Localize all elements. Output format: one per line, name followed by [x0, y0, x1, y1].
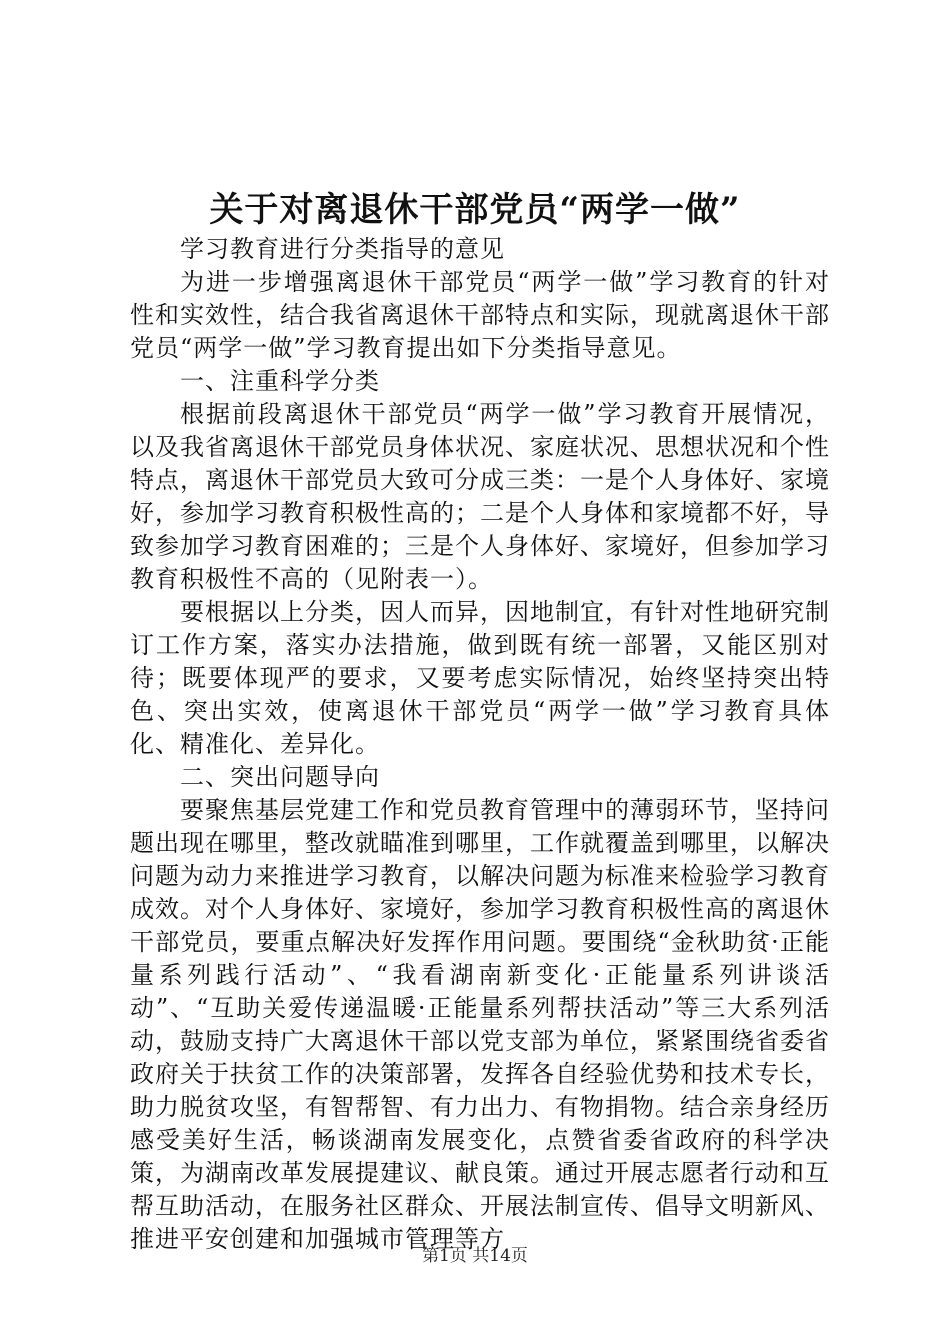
- body-paragraph: 要聚焦基层党建工作和党员教育管理中的薄弱环节，坚持问题出现在哪里，整改就瞄准到哪里，工作就覆盖到哪里，以解决问题为动力来推进学习教育，以解决问题为标准来检验学习教育成效。对个人身体好、家境好，参加学习教育积极性高的离退休干部党员，要重点解决好发挥作用问题。要围绕“金秋助贫·正能量系列践行活动”、“我看湖南新变化·正能量系列讲谈活动”、“互助关爱传递温暖·正能量系列帮扶活动”等三大系列活动，鼓励支持广大离退休干部以党支部为单位，紧紧围绕省委省政府关于扶贫工作的决策部署，发挥各自经验优势和技术专长，助力脱贫攻坚，有智帮智、有力出力、有物捐物。结合亲身经历感受美好生活，畅谈湖南发展变化，点赞省委省政府的科学决策，为湖南改革发展提建议、献良策。通过开展志愿者行动和互帮互助活动，在服务社区群众、开展法制宣传、倡导文明新风、推进平安创建和加强城市管理等方: [130, 796, 830, 1253]
- body-paragraph: 要根据以上分类，因人而异，因地制宜，有针对性地研究制订工作方案，落实办法措施，做到既有统一部署，又能区别对待；既要体现严的要求，又要考虑实际情况，始终坚持突出特色、突出实效，使离退休干部党员“两学一做”学习教育具体化、精准化、差异化。: [130, 598, 830, 758]
- intro-paragraph: 为进一步增强离退休干部党员“两学一做”学习教育的针对性和实效性，结合我省离退休干部特点和实际，现就离退休干部党员“两学一做”学习教育提出如下分类指导意见。: [130, 268, 830, 362]
- document-body: [130, 233, 830, 1256]
- section-heading-2: 二、突出问题导向: [180, 763, 380, 791]
- section-heading-1: 一、注重科学分类: [180, 367, 380, 395]
- page-number-footer: 第1页 共14页: [422, 1246, 528, 1266]
- body-paragraph: 根据前段离退休干部党员“两学一做”学习教育开展情况，以及我省离退休干部党员身体状况、家庭状况、思想状况和个性特点，离退休干部党员大致可分成三类：一是个人身体好、家境好，参加学习教育积极性高的；二是个人身体和家境都不好，导致参加学习教育困难的；三是个人身体好、家境好，但参加学习教育积极性不高的（见附表一）。: [130, 400, 830, 593]
- subtitle-line: 学习教育进行分类指导的意见: [180, 235, 505, 263]
- document-title: 关于对离退休干部党员“两学一做”: [209, 190, 741, 230]
